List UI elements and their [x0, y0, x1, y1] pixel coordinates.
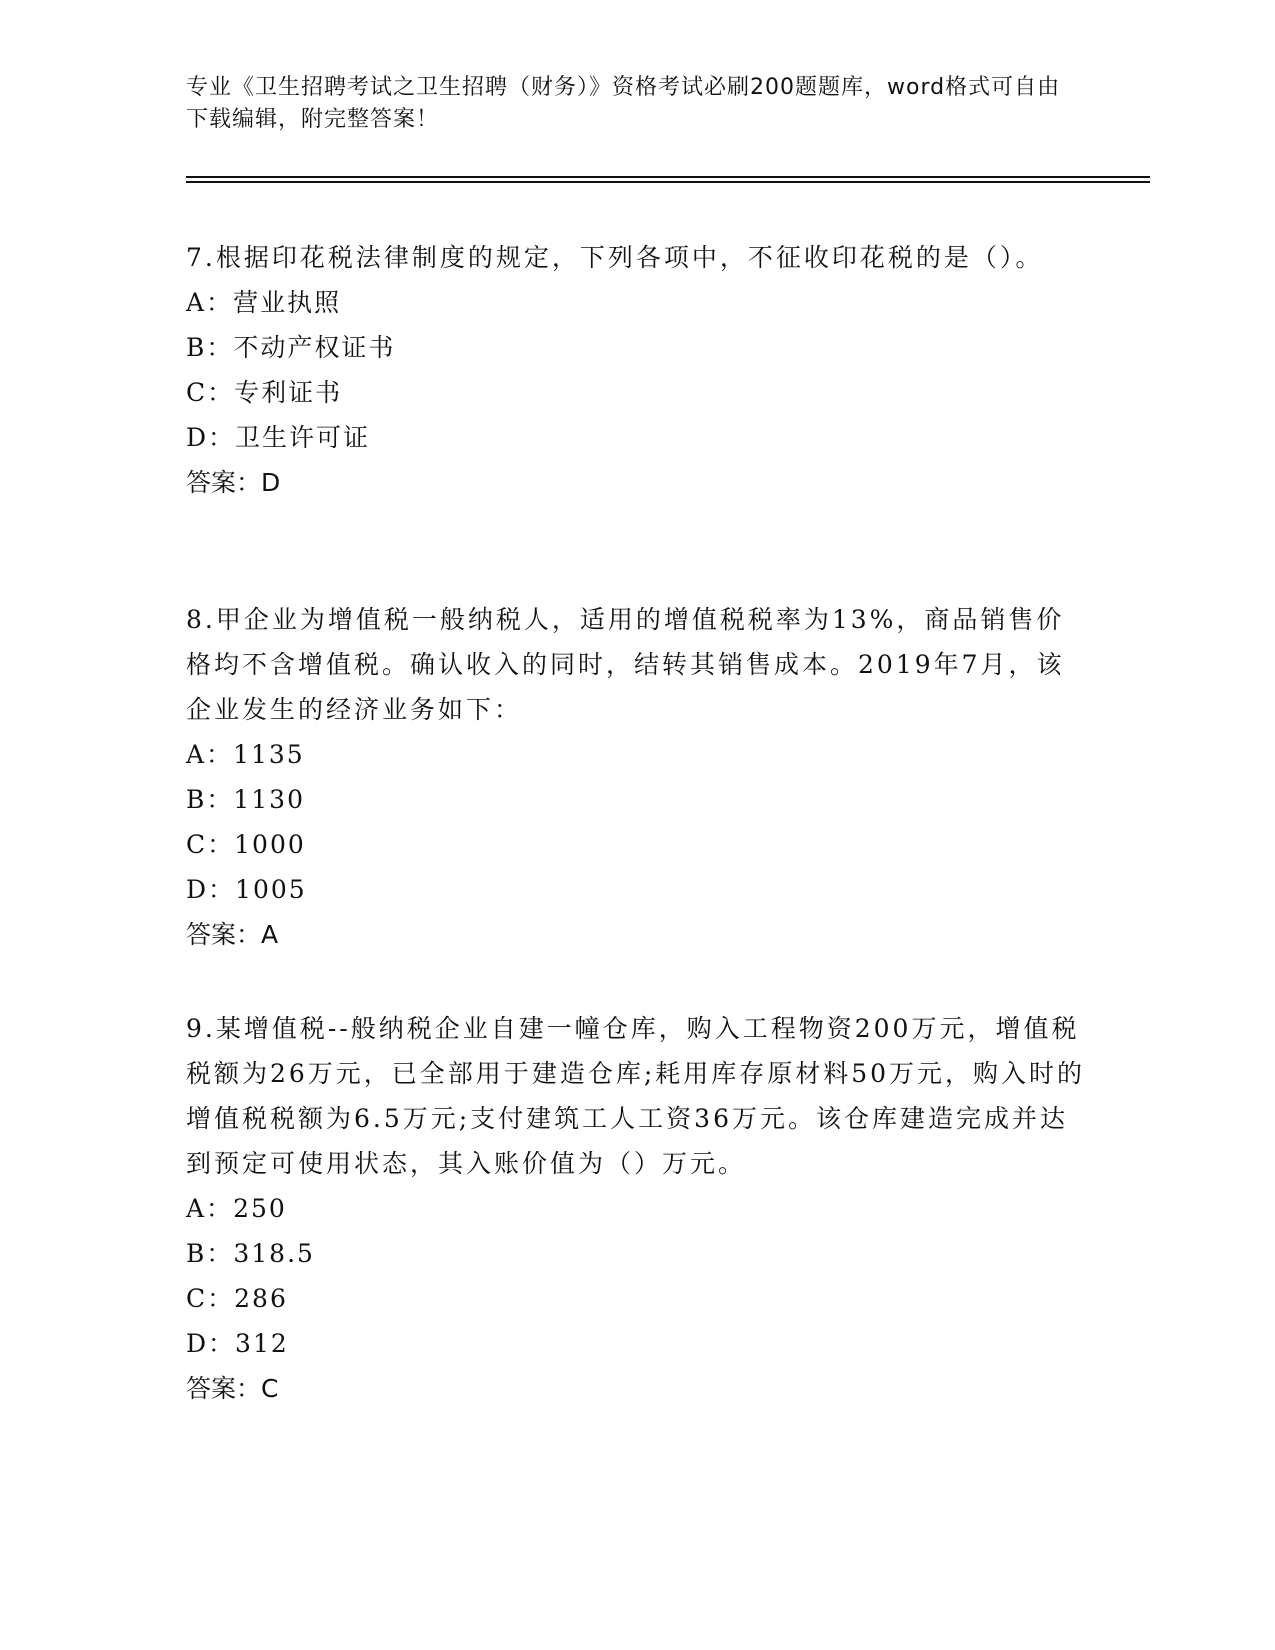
question-text: 7.根据印花税法律制度的规定，下列各项中，不征收印花税的是（）。 [186, 243, 1044, 272]
answer-label: 答案：C [186, 1374, 279, 1403]
option-value: 250 [233, 1194, 287, 1223]
option-key: B： [186, 333, 234, 362]
option-b [186, 777, 1086, 822]
option-value: 1000 [234, 830, 306, 859]
option-value: 1130 [233, 785, 305, 814]
question-9 [186, 1006, 1086, 1411]
option-c [186, 370, 1086, 415]
answer-label: 答案：D [186, 468, 281, 497]
option-a [186, 1186, 1086, 1231]
option-c [186, 1276, 1086, 1321]
question-8 [186, 597, 1086, 957]
option-value: 286 [234, 1284, 288, 1313]
option-d [186, 415, 1086, 460]
option-a [186, 280, 1086, 325]
header-divider-bottom [186, 181, 1150, 183]
option-value: 营业执照 [233, 288, 342, 317]
option-key: D： [186, 423, 236, 452]
option-key: D： [186, 1329, 236, 1358]
option-c [186, 822, 1086, 867]
header-divider-top [186, 176, 1150, 178]
option-key: C： [186, 1284, 235, 1313]
option-value: 318.5 [233, 1239, 315, 1268]
option-b [186, 1231, 1086, 1276]
option-key: C： [186, 378, 235, 407]
option-value: 1135 [233, 740, 305, 769]
option-d [186, 1321, 1086, 1366]
option-d [186, 867, 1086, 912]
option-key: A： [186, 288, 234, 317]
answer-label: 答案：A [186, 920, 279, 949]
question-text: 8.甲企业为增值税一般纳税人，适用的增值税税率为13%，商品销售价格均不含增值税。确认收入的同时，结转其销售成本。2019年7月，该企业发生的经济业务如下： [186, 605, 1065, 724]
option-key: A： [186, 1194, 234, 1223]
option-key: B： [186, 1239, 234, 1268]
question-7 [186, 235, 1086, 505]
option-a [186, 732, 1086, 777]
option-value: 312 [235, 1329, 289, 1358]
option-value: 1005 [235, 875, 307, 904]
question-text: 9.某增值税--般纳税企业自建一幢仓库，购入工程物资200万元，增值税税额为26万元，已全部用于建造仓库;耗用库存原材料50万元，购入时的增值税税额为6.5万元;支付建筑工人工资36万元。该仓库建造完成并达到预定可使用状态，其入账价值为（）万元。 [186, 1014, 1086, 1178]
option-value: 专利证书 [234, 378, 343, 407]
option-value: 卫生许可证 [235, 423, 371, 452]
option-b [186, 325, 1086, 370]
option-value: 不动产权证书 [233, 333, 396, 362]
document-header: 专业《卫生招聘考试之卫生招聘（财务）》资格考试必刷200题题库，word格式可自由下载编辑，附完整答案！ [186, 75, 1061, 132]
option-key: B： [186, 785, 234, 814]
option-key: D： [186, 875, 236, 904]
option-key: A： [186, 740, 234, 769]
option-key: C： [186, 830, 235, 859]
